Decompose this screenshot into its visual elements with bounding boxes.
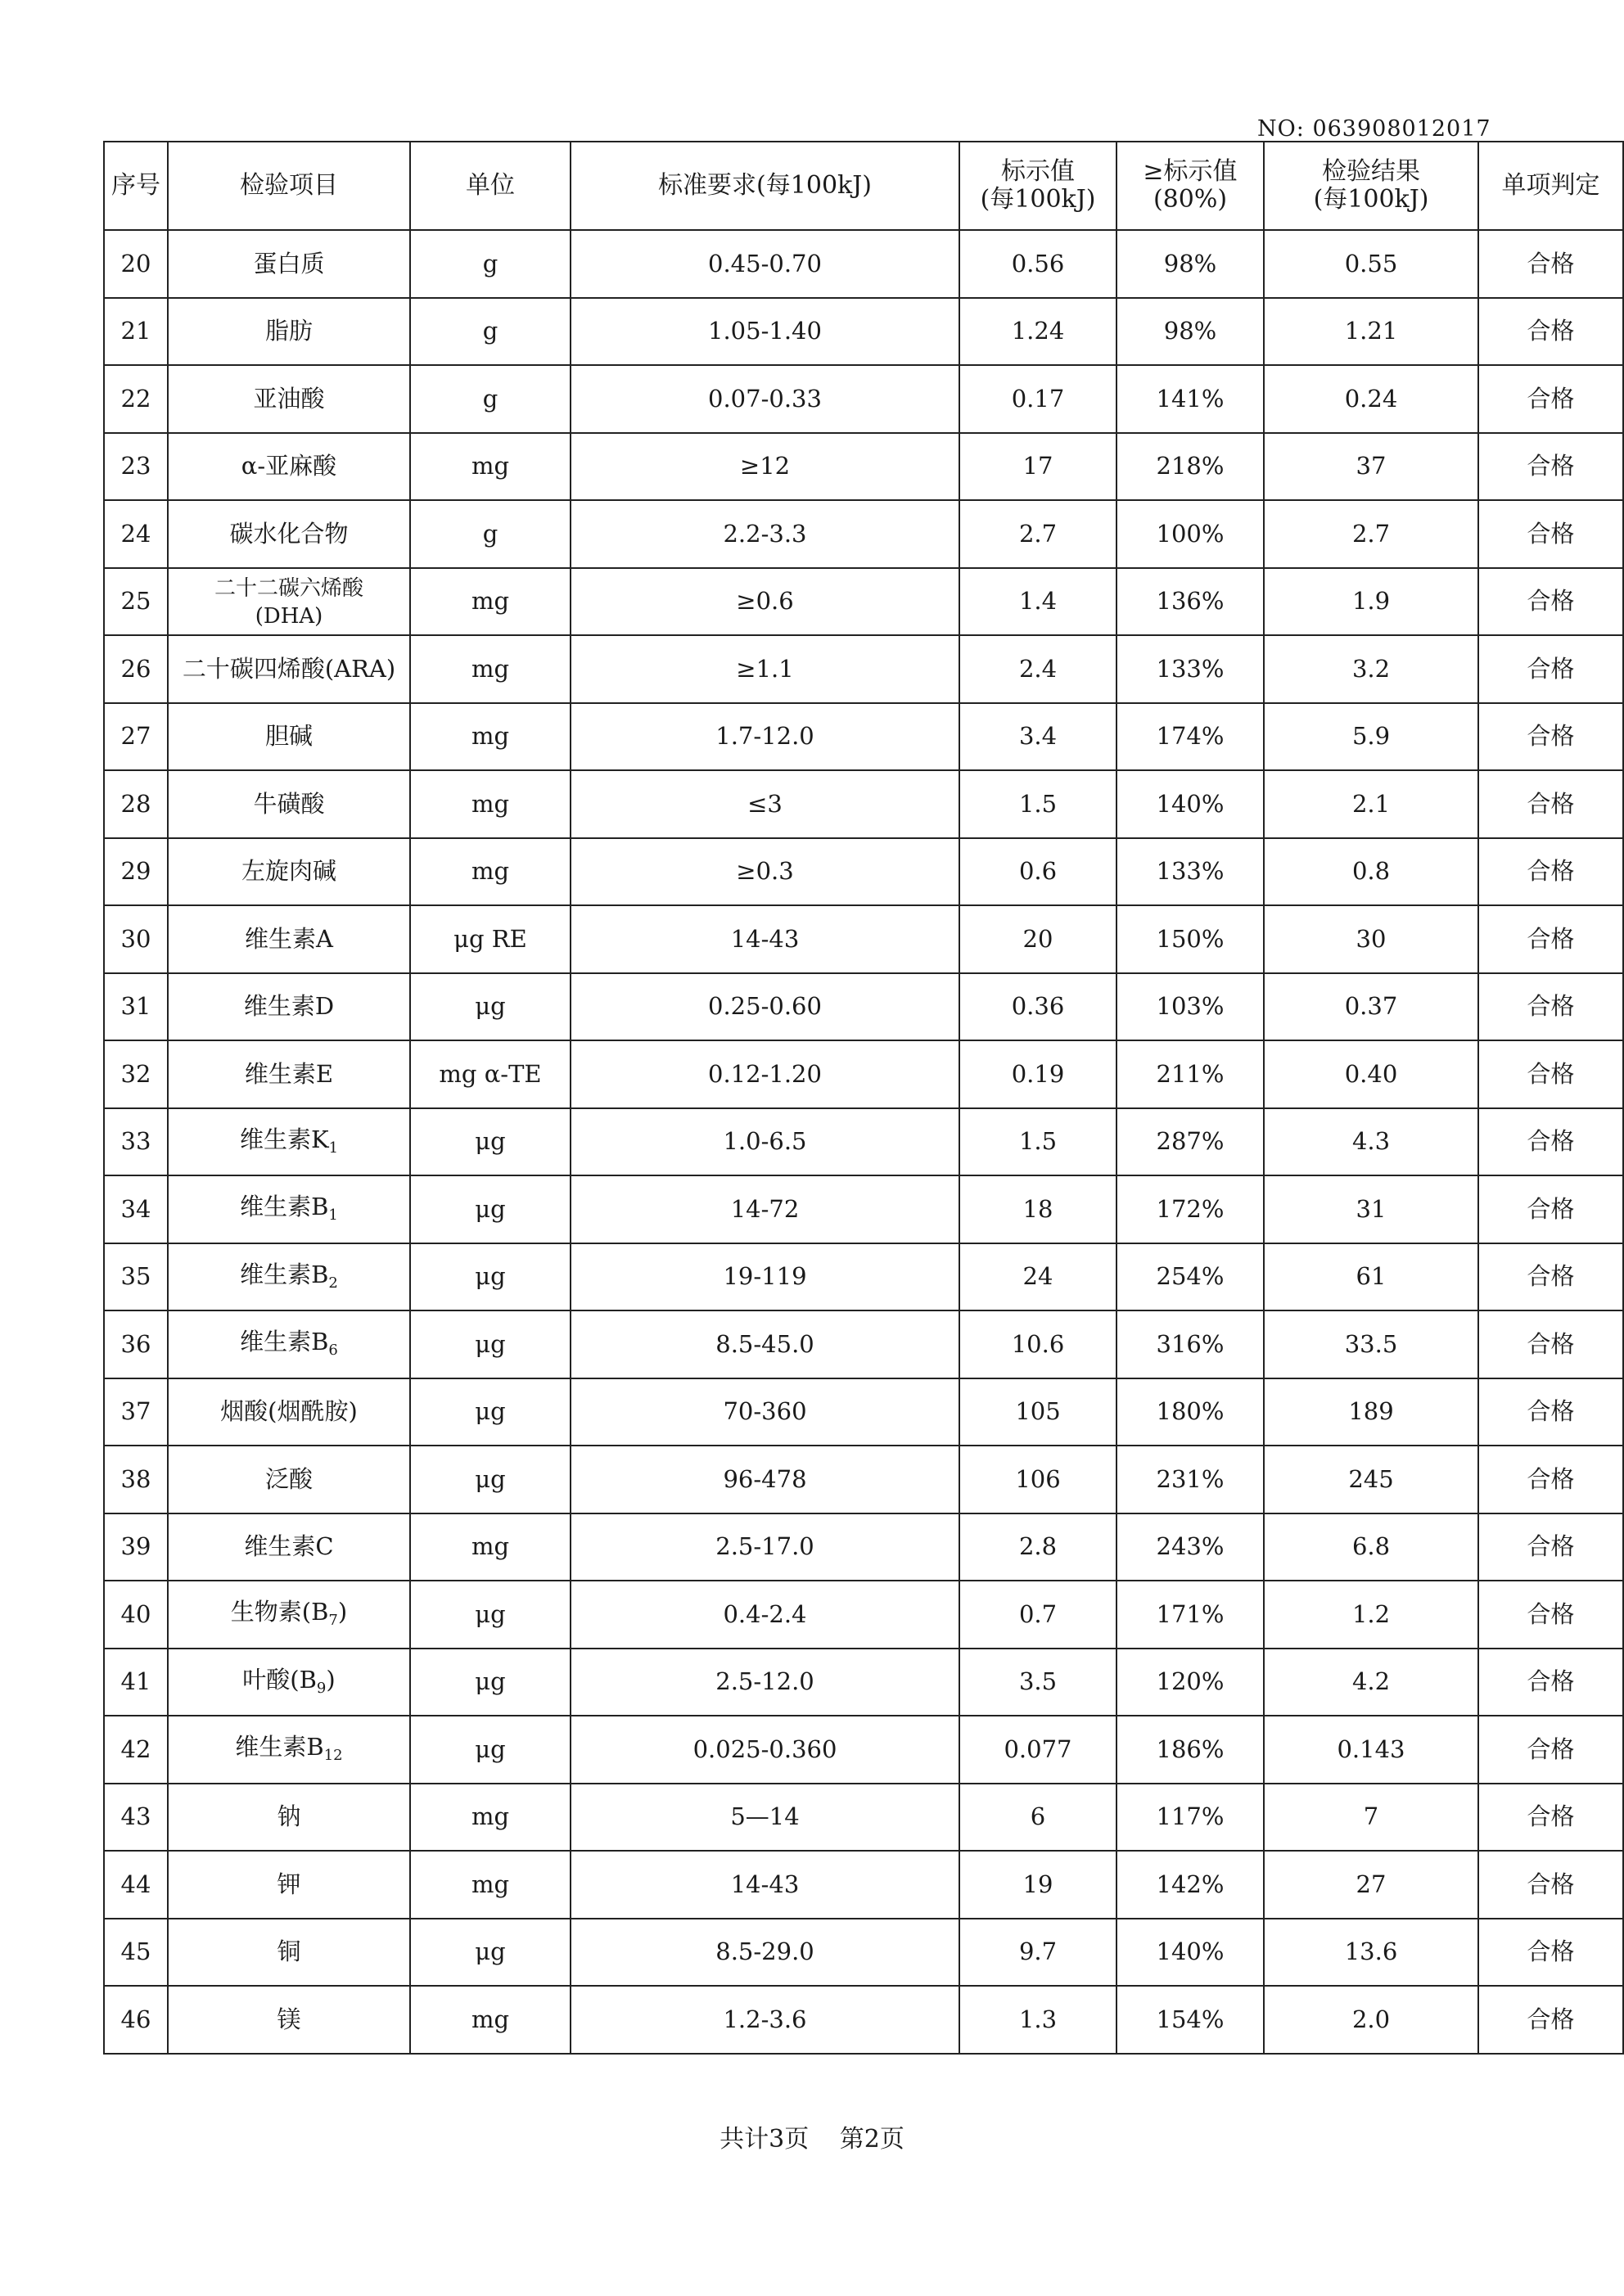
cell-unit: μg — [410, 1446, 571, 1513]
cell-result: 2.1 — [1264, 770, 1478, 838]
cell-judgement: 合格 — [1478, 1851, 1623, 1919]
cell-item — [168, 365, 410, 433]
cell-label-value: 10.6 — [959, 1310, 1116, 1378]
cell-label-value: 2.4 — [959, 635, 1116, 703]
cell-judgement: 合格 — [1478, 1784, 1623, 1852]
cell-seq: 21 — [104, 298, 168, 366]
report-number: NO: 063908012017 — [1257, 116, 1491, 142]
cell-judgement: 合格 — [1478, 1040, 1623, 1108]
item-name: 维生素E — [244, 1059, 334, 1088]
cell-result: 245 — [1264, 1446, 1478, 1513]
cell-label-value: 0.17 — [959, 365, 1116, 433]
cell-unit: μg — [410, 1175, 571, 1243]
cell-ratio: 141% — [1116, 365, 1264, 433]
cell-unit: μg — [410, 1716, 571, 1784]
cell-seq: 26 — [104, 635, 168, 703]
cell-unit: mg — [410, 703, 571, 771]
table-row — [104, 1919, 1623, 1987]
cell-ratio: 174% — [1116, 703, 1264, 771]
cell-ratio: 140% — [1116, 770, 1264, 838]
cell-item — [168, 1986, 410, 2054]
cell-result: 33.5 — [1264, 1310, 1478, 1378]
cell-standard: 8.5-29.0 — [571, 1919, 959, 1987]
item-name: 钠 — [277, 1802, 301, 1831]
cell-label-value: 3.4 — [959, 703, 1116, 771]
cell-judgement: 合格 — [1478, 1108, 1623, 1176]
item-name: 亚油酸 — [253, 384, 325, 413]
cell-ratio: 120% — [1116, 1649, 1264, 1716]
cell-ratio: 133% — [1116, 838, 1264, 906]
cell-result: 1.2 — [1264, 1581, 1478, 1649]
item-name: 维生素B — [240, 1193, 329, 1221]
table-row — [104, 500, 1623, 568]
table-row — [104, 433, 1623, 501]
cell-unit: μg — [410, 973, 571, 1041]
inspection-results-table — [103, 141, 1624, 2055]
cell-unit: mg — [410, 433, 571, 501]
cell-item — [168, 433, 410, 501]
cell-item — [168, 703, 410, 771]
cell-item — [168, 500, 410, 568]
item-suffix: ) — [337, 1598, 348, 1626]
cell-label-value: 1.5 — [959, 770, 1116, 838]
cell-standard: ≥1.1 — [571, 635, 959, 703]
cell-result: 1.21 — [1264, 298, 1478, 366]
cell-label-value: 106 — [959, 1446, 1116, 1513]
cell-ratio: 180% — [1116, 1378, 1264, 1446]
cell-item — [168, 1446, 410, 1513]
cell-result: 30 — [1264, 905, 1478, 973]
cell-ratio: 186% — [1116, 1716, 1264, 1784]
cell-ratio: 100% — [1116, 500, 1264, 568]
item-subscript: 9 — [316, 1679, 327, 1697]
cell-standard: 14-43 — [571, 905, 959, 973]
cell-judgement: 合格 — [1478, 635, 1623, 703]
item-name: 叶酸(B — [242, 1665, 317, 1694]
cell-item — [168, 1378, 410, 1446]
cell-label-value: 1.3 — [959, 1986, 1116, 2054]
cell-unit: μg RE — [410, 905, 571, 973]
cell-seq: 43 — [104, 1784, 168, 1852]
cell-item — [168, 1649, 410, 1716]
cell-result: 0.24 — [1264, 365, 1478, 433]
table-row — [104, 568, 1623, 636]
header-label-value: 标示值 (每100kJ) — [959, 142, 1116, 230]
cell-ratio: 98% — [1116, 230, 1264, 298]
cell-result: 2.7 — [1264, 500, 1478, 568]
cell-standard: 0.4-2.4 — [571, 1581, 959, 1649]
cell-result: 2.0 — [1264, 1986, 1478, 2054]
item-name: 维生素D — [243, 992, 335, 1021]
table-row — [104, 1851, 1623, 1919]
cell-unit: μg — [410, 1581, 571, 1649]
table-row — [104, 973, 1623, 1041]
item-name: 胆碱 — [264, 722, 313, 751]
cell-unit: mg — [410, 1851, 571, 1919]
cell-unit: mg — [410, 1986, 571, 2054]
cell-item — [168, 770, 410, 838]
item-name: 脂肪 — [264, 317, 313, 345]
cell-ratio: 154% — [1116, 1986, 1264, 2054]
cell-judgement: 合格 — [1478, 1716, 1623, 1784]
cell-seq: 45 — [104, 1919, 168, 1987]
table-row — [104, 1310, 1623, 1378]
cell-unit: mg — [410, 568, 571, 636]
cell-item — [168, 1040, 410, 1108]
cell-label-value: 1.4 — [959, 568, 1116, 636]
cell-label-value: 0.077 — [959, 1716, 1116, 1784]
cell-seq: 36 — [104, 1310, 168, 1378]
cell-seq: 42 — [104, 1716, 168, 1784]
table-row — [104, 1986, 1623, 2054]
cell-item — [168, 568, 410, 636]
cell-judgement: 合格 — [1478, 1175, 1623, 1243]
cell-ratio: 140% — [1116, 1919, 1264, 1987]
cell-result: 1.9 — [1264, 568, 1478, 636]
cell-result: 13.6 — [1264, 1919, 1478, 1987]
item-subscript: 12 — [323, 1747, 343, 1765]
cell-item — [168, 230, 410, 298]
header-standard: 标准要求(每100kJ) — [571, 142, 959, 230]
current-page: 第2页 — [839, 2125, 904, 2154]
cell-unit: μg — [410, 1108, 571, 1176]
cell-standard: 2.2-3.3 — [571, 500, 959, 568]
cell-result: 31 — [1264, 1175, 1478, 1243]
cell-ratio: 133% — [1116, 635, 1264, 703]
header-seq: 序号 — [104, 142, 168, 230]
cell-item — [168, 1851, 410, 1919]
cell-item — [168, 1784, 410, 1852]
item-name: 二十碳四烯酸(ARA) — [182, 654, 396, 683]
cell-result: 0.40 — [1264, 1040, 1478, 1108]
header-item: 检验项目 — [168, 142, 410, 230]
cell-standard: 19-119 — [571, 1243, 959, 1311]
table-row — [104, 230, 1623, 298]
cell-item — [168, 1310, 410, 1378]
cell-standard: ≥0.3 — [571, 838, 959, 906]
cell-standard: 1.2-3.6 — [571, 1986, 959, 2054]
cell-item — [168, 298, 410, 366]
cell-seq: 24 — [104, 500, 168, 568]
cell-label-value: 1.5 — [959, 1108, 1116, 1176]
cell-judgement: 合格 — [1478, 365, 1623, 433]
inspection-table-container — [103, 141, 1622, 2055]
cell-ratio: 103% — [1116, 973, 1264, 1041]
item-name: 维生素K — [239, 1125, 329, 1153]
cell-judgement: 合格 — [1478, 1243, 1623, 1311]
cell-standard: 1.0-6.5 — [571, 1108, 959, 1176]
cell-ratio: 211% — [1116, 1040, 1264, 1108]
cell-ratio: 172% — [1116, 1175, 1264, 1243]
table-row — [104, 838, 1623, 906]
cell-unit: g — [410, 298, 571, 366]
item-name: 维生素B — [235, 1733, 324, 1761]
table-row — [104, 1040, 1623, 1108]
item-name: 烟酸(烟酰胺) — [220, 1397, 358, 1426]
cell-judgement: 合格 — [1478, 1581, 1623, 1649]
cell-ratio: 254% — [1116, 1243, 1264, 1311]
table-row — [104, 365, 1623, 433]
cell-standard: ≥12 — [571, 433, 959, 501]
cell-label-value: 1.24 — [959, 298, 1116, 366]
cell-judgement: 合格 — [1478, 905, 1623, 973]
cell-standard: ≤3 — [571, 770, 959, 838]
cell-judgement: 合格 — [1478, 500, 1623, 568]
cell-ratio: 136% — [1116, 568, 1264, 636]
cell-standard: ≥0.6 — [571, 568, 959, 636]
table-row — [104, 1175, 1623, 1243]
cell-result: 5.9 — [1264, 703, 1478, 771]
item-name: α-亚麻酸 — [241, 452, 337, 480]
cell-seq: 35 — [104, 1243, 168, 1311]
table-row — [104, 1649, 1623, 1716]
cell-standard: 2.5-17.0 — [571, 1513, 959, 1581]
cell-result: 189 — [1264, 1378, 1478, 1446]
cell-seq: 23 — [104, 433, 168, 501]
table-body — [104, 230, 1623, 2054]
cell-ratio: 316% — [1116, 1310, 1264, 1378]
table-row — [104, 1446, 1623, 1513]
cell-seq: 27 — [104, 703, 168, 771]
item-name: 维生素A — [245, 924, 333, 953]
table-row — [104, 1108, 1623, 1176]
table-row — [104, 1378, 1623, 1446]
cell-item — [168, 1108, 410, 1176]
cell-label-value: 9.7 — [959, 1919, 1116, 1987]
cell-unit: mg — [410, 838, 571, 906]
cell-seq: 34 — [104, 1175, 168, 1243]
total-pages: 共计3页 — [720, 2125, 810, 2154]
cell-standard: 0.45-0.70 — [571, 230, 959, 298]
cell-standard: 0.025-0.360 — [571, 1716, 959, 1784]
header-judgement: 单项判定 — [1478, 142, 1623, 230]
cell-item — [168, 1243, 410, 1311]
cell-unit: mg — [410, 1513, 571, 1581]
cell-unit: g — [410, 230, 571, 298]
cell-seq: 32 — [104, 1040, 168, 1108]
cell-judgement: 合格 — [1478, 1378, 1623, 1446]
cell-ratio: 287% — [1116, 1108, 1264, 1176]
cell-unit: mg — [410, 1784, 571, 1852]
cell-result: 0.55 — [1264, 230, 1478, 298]
cell-item — [168, 1513, 410, 1581]
cell-label-value: 0.6 — [959, 838, 1116, 906]
cell-label-value: 6 — [959, 1784, 1116, 1852]
page-footer — [0, 2118, 1624, 2154]
cell-standard: 0.25-0.60 — [571, 973, 959, 1041]
cell-seq: 41 — [104, 1649, 168, 1716]
header-unit: 单位 — [410, 142, 571, 230]
cell-result: 4.2 — [1264, 1649, 1478, 1716]
table-row — [104, 703, 1623, 771]
cell-seq: 37 — [104, 1378, 168, 1446]
cell-seq: 22 — [104, 365, 168, 433]
cell-ratio: 243% — [1116, 1513, 1264, 1581]
item-name: 维生素C — [244, 1532, 334, 1561]
cell-judgement: 合格 — [1478, 298, 1623, 366]
cell-seq: 20 — [104, 230, 168, 298]
cell-standard: 5—14 — [571, 1784, 959, 1852]
cell-judgement: 合格 — [1478, 1919, 1623, 1987]
table-row — [104, 1716, 1623, 1784]
cell-unit: μg — [410, 1310, 571, 1378]
item-subscript: 1 — [328, 1139, 339, 1157]
cell-seq: 25 — [104, 568, 168, 636]
cell-result: 6.8 — [1264, 1513, 1478, 1581]
cell-seq: 33 — [104, 1108, 168, 1176]
cell-judgement: 合格 — [1478, 838, 1623, 906]
cell-judgement: 合格 — [1478, 770, 1623, 838]
header-result: 检验结果 (每100kJ) — [1264, 142, 1478, 230]
table-row — [104, 905, 1623, 973]
item-suffix: ) — [326, 1665, 336, 1694]
cell-ratio: 117% — [1116, 1784, 1264, 1852]
cell-standard: 70-360 — [571, 1378, 959, 1446]
cell-ratio: 150% — [1116, 905, 1264, 973]
cell-standard: 2.5-12.0 — [571, 1649, 959, 1716]
cell-seq: 28 — [104, 770, 168, 838]
cell-seq: 30 — [104, 905, 168, 973]
item-name: 生物素(B — [230, 1598, 329, 1626]
item-name: 维生素B — [240, 1328, 329, 1356]
cell-standard: 8.5-45.0 — [571, 1310, 959, 1378]
cell-unit: μg — [410, 1919, 571, 1987]
cell-unit: mg — [410, 770, 571, 838]
cell-result: 61 — [1264, 1243, 1478, 1311]
cell-ratio: 231% — [1116, 1446, 1264, 1513]
cell-result: 4.3 — [1264, 1108, 1478, 1176]
cell-result: 0.37 — [1264, 973, 1478, 1041]
item-subscript: 1 — [328, 1207, 338, 1225]
cell-judgement: 合格 — [1478, 703, 1623, 771]
cell-seq: 46 — [104, 1986, 168, 2054]
cell-item — [168, 1175, 410, 1243]
cell-label-value: 2.8 — [959, 1513, 1116, 1581]
cell-seq: 39 — [104, 1513, 168, 1581]
item-name: 碳水化合物 — [229, 519, 349, 548]
table-row — [104, 1243, 1623, 1311]
item-name: 泛酸 — [264, 1464, 313, 1493]
cell-item — [168, 838, 410, 906]
item-name: 铜 — [277, 1937, 301, 1966]
cell-item — [168, 1919, 410, 1987]
cell-judgement: 合格 — [1478, 1513, 1623, 1581]
cell-unit: mg α-TE — [410, 1040, 571, 1108]
cell-standard: 1.05-1.40 — [571, 298, 959, 366]
table-row — [104, 635, 1623, 703]
table-row — [104, 1513, 1623, 1581]
cell-standard: 96-478 — [571, 1446, 959, 1513]
cell-label-value: 19 — [959, 1851, 1116, 1919]
cell-judgement: 合格 — [1478, 973, 1623, 1041]
cell-label-value: 3.5 — [959, 1649, 1116, 1716]
cell-unit: g — [410, 365, 571, 433]
item-name: 镁 — [277, 2005, 301, 2033]
item-subscript: 2 — [328, 1274, 338, 1292]
cell-label-value: 2.7 — [959, 500, 1116, 568]
cell-standard: 14-43 — [571, 1851, 959, 1919]
item-name: 蛋白质 — [253, 249, 325, 277]
cell-judgement: 合格 — [1478, 1649, 1623, 1716]
cell-unit: g — [410, 500, 571, 568]
cell-unit: μg — [410, 1243, 571, 1311]
cell-judgement: 合格 — [1478, 1986, 1623, 2054]
cell-ratio: 218% — [1116, 433, 1264, 501]
cell-judgement: 合格 — [1478, 1310, 1623, 1378]
cell-ratio: 98% — [1116, 298, 1264, 366]
cell-judgement: 合格 — [1478, 1446, 1623, 1513]
cell-label-value: 17 — [959, 433, 1116, 501]
cell-label-value: 18 — [959, 1175, 1116, 1243]
cell-item — [168, 905, 410, 973]
item-name: 二十二碳六烯酸 (DHA) — [214, 575, 363, 629]
cell-label-value: 0.7 — [959, 1581, 1116, 1649]
cell-ratio: 142% — [1116, 1851, 1264, 1919]
table-row — [104, 1581, 1623, 1649]
cell-result: 3.2 — [1264, 635, 1478, 703]
item-subscript: 7 — [328, 1612, 338, 1630]
item-subscript: 6 — [328, 1342, 338, 1360]
cell-judgement: 合格 — [1478, 568, 1623, 636]
cell-standard: 0.07-0.33 — [571, 365, 959, 433]
cell-judgement: 合格 — [1478, 433, 1623, 501]
item-name: 左旋肉碱 — [241, 857, 336, 886]
cell-seq: 29 — [104, 838, 168, 906]
cell-result: 0.8 — [1264, 838, 1478, 906]
cell-seq: 40 — [104, 1581, 168, 1649]
cell-result: 37 — [1264, 433, 1478, 501]
cell-seq: 38 — [104, 1446, 168, 1513]
item-name: 钾 — [277, 1870, 301, 1898]
cell-label-value: 0.36 — [959, 973, 1116, 1041]
cell-seq: 31 — [104, 973, 168, 1041]
item-name: 牛磺酸 — [253, 789, 325, 818]
cell-label-value: 0.19 — [959, 1040, 1116, 1108]
cell-label-value: 105 — [959, 1378, 1116, 1446]
cell-result: 27 — [1264, 1851, 1478, 1919]
cell-standard: 0.12-1.20 — [571, 1040, 959, 1108]
cell-unit: mg — [410, 635, 571, 703]
cell-seq: 44 — [104, 1851, 168, 1919]
cell-standard: 14-72 — [571, 1175, 959, 1243]
cell-item — [168, 635, 410, 703]
cell-ratio: 171% — [1116, 1581, 1264, 1649]
cell-unit: μg — [410, 1378, 571, 1446]
cell-unit: μg — [410, 1649, 571, 1716]
header-ratio: ≥标示值 (80%) — [1116, 142, 1264, 230]
cell-item — [168, 973, 410, 1041]
cell-label-value: 24 — [959, 1243, 1116, 1311]
table-row — [104, 770, 1623, 838]
cell-item — [168, 1581, 410, 1649]
cell-result: 0.143 — [1264, 1716, 1478, 1784]
cell-standard: 1.7-12.0 — [571, 703, 959, 771]
table-row — [104, 298, 1623, 366]
cell-judgement: 合格 — [1478, 230, 1623, 298]
cell-item — [168, 1716, 410, 1784]
table-header-row — [104, 142, 1623, 230]
cell-label-value: 0.56 — [959, 230, 1116, 298]
table-row — [104, 1784, 1623, 1852]
cell-result: 7 — [1264, 1784, 1478, 1852]
cell-label-value: 20 — [959, 905, 1116, 973]
item-name: 维生素B — [240, 1260, 329, 1288]
